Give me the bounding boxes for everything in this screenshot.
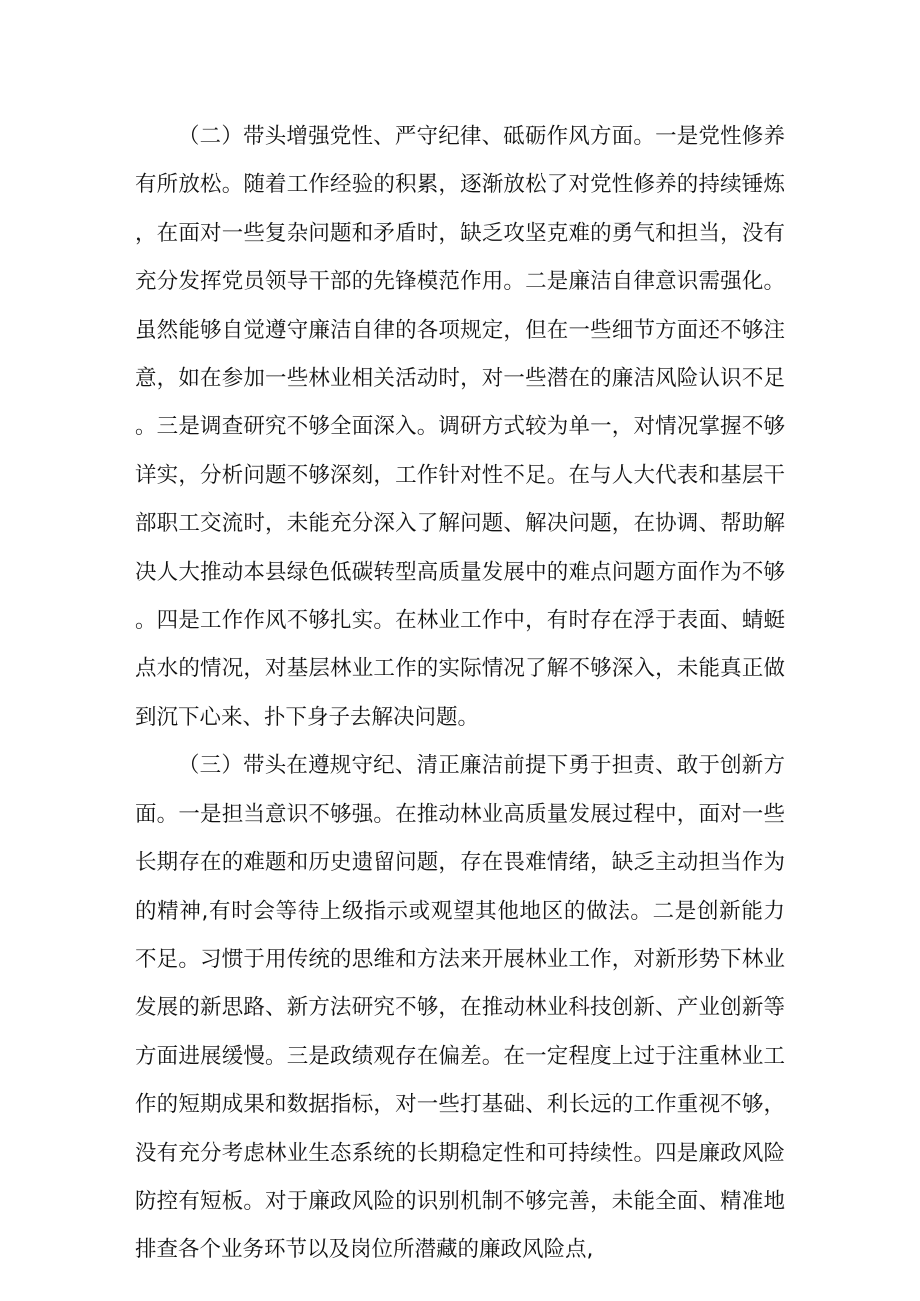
document-body (135, 113, 785, 1275)
paragraph-section-three: （三）带头在遵规守纪、清正廉洁前提下勇于担责、敢于创新方面。一是担当意识不够强。在推动林业高质量发展过程中，面对一些长期存在的难题和历史遗留问题，存在畏难情绪，缺乏主动担当作为的精神,有时会等待上级指示或观望其他地区的做法。二是创新能力不足。习惯于用传统的思维和方法来开展林业工作，对新形势下林业发展的新思路、新方法研究不够，在推动林业科技创新、产业创新等方面进展缓慢。三是政绩观存在偏差。在一定程度上过于注重林业工作的短期成果和数据指标，对一些打基础、利长远的工作重视不够，没有充分考虑林业生态系统的长期稳定性和可持续性。四是廉政风险防控有短板。对于廉政风险的识别机制不够完善，未能全面、精准地排查各个业务环节以及岗位所潜藏的廉政风险点, (135, 753, 785, 1263)
paragraph-section-two: （二）带头增强党性、严守纪律、砥砺作风方面。一是党性修养有所放松。随着工作经验的积累，逐渐放松了对党性修养的持续锤炼，在面对一些复杂问题和矛盾时，缺乏攻坚克难的勇气和担当，没有充分发挥党员领导干部的先锋模范作用。二是廉洁自律意识需强化。虽然能够自觉遵守廉洁自律的各项规定，但在一些细节方面还不够注意，如在参加一些林业相关活动时，对一些潜在的廉洁风险认识不足。三是调查研究不够全面深入。调研方式较为单一，对情况掌握不够详实，分析问题不够深刻，工作针对性不足。在与人大代表和基层干部职工交流时，未能充分深入了解问题、解决问题，在协调、帮助解决人大推动本县绿色低碳转型高质量发展中的难点问题方面作为不够。四是工作作风不够扎实。在林业工作中，有时存在浮于表面、蜻蜓点水的情况，对基层林业工作的实际情况了解不够深入，未能真正做到沉下心来、扑下身子去解决问题。 (135, 124, 785, 730)
